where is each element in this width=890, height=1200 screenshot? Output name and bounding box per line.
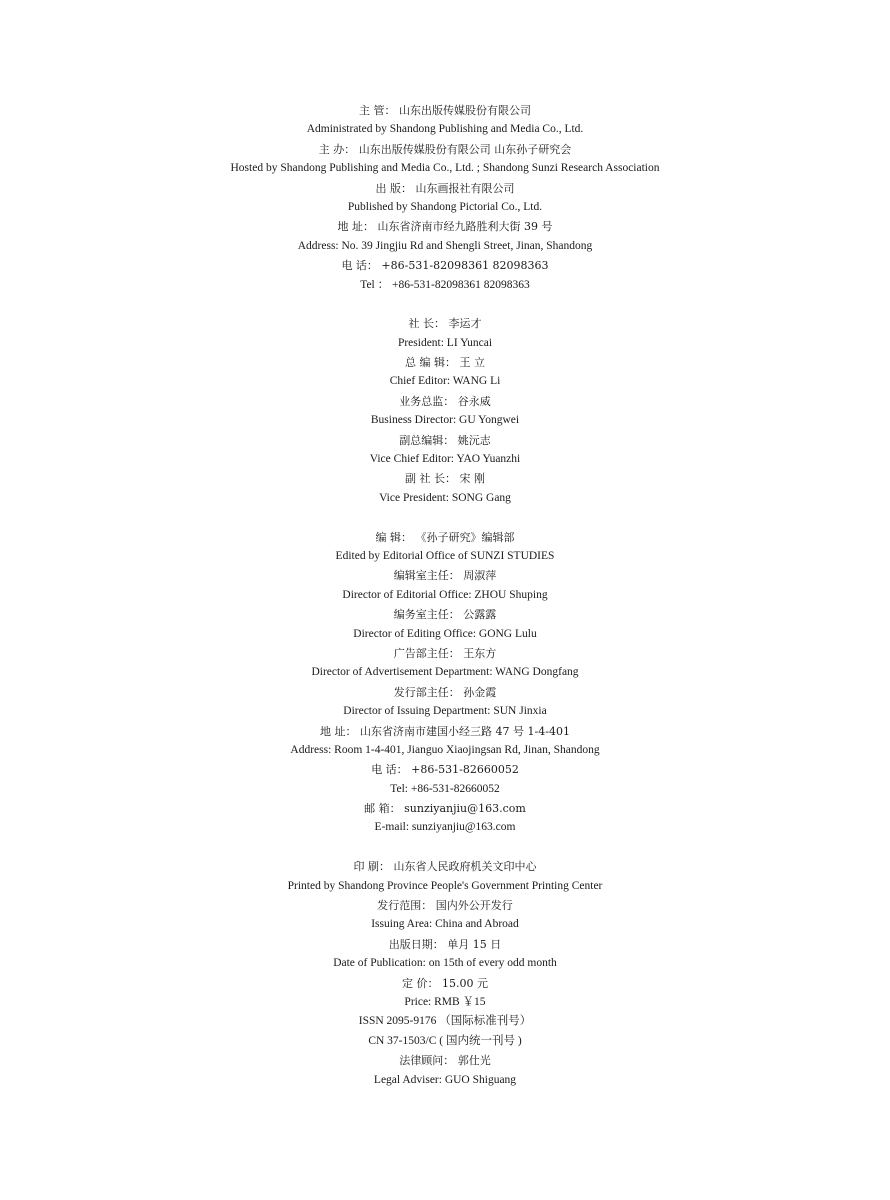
line-english: Printed by Shandong Province People's Government Printing Center	[287, 879, 603, 892]
line-english: Director of Advertisement Department: WANG Dongfang	[311, 666, 579, 679]
line-chinese: 业务总监： 谷永威	[399, 394, 491, 408]
line-chinese: 副 社 长： 宋 刚	[405, 472, 485, 486]
line-chinese: 定 价： 15.00 元	[402, 976, 488, 990]
line-chinese: 印 刷： 山东省人民政府机关文印中心	[353, 860, 537, 874]
line-chinese: 编辑室主任： 周淑萍	[393, 569, 497, 583]
section-editorial	[0, 528, 890, 838]
line-english: Published by Shandong Pictorial Co., Ltd.	[347, 200, 543, 213]
line-chinese: 编 辑： 《孙子研究》编辑部	[375, 530, 515, 544]
line-english: Edited by Editorial Office of SUNZI STUDIES	[335, 549, 555, 562]
line-chinese: 法律顾问： 郭仕光	[399, 1054, 491, 1068]
section-leadership	[0, 314, 890, 508]
line-english: Address: No. 39 Jingjiu Rd and Shengli Street, Jinan, Shandong	[297, 239, 593, 252]
line-english: Business Director: GU Yongwei	[370, 414, 520, 427]
line-chinese: 编务室主任： 公露露	[393, 608, 497, 622]
line-english: Issuing Area: China and Abroad	[371, 918, 519, 931]
line-chinese: 电 话： +86-531-82660052	[371, 763, 519, 777]
line-english: Hosted by Shandong Publishing and Media Co., Ltd. ; Shandong Sunzi Research Association	[230, 162, 660, 175]
line-english: Chief Editor: WANG Li	[389, 375, 501, 388]
line-english: Administrated by Shandong Publishing and Media Co., Ltd.	[306, 123, 584, 136]
line-english: CN 37-1503/C ( 国内统一刊号 )	[368, 1034, 522, 1047]
line-chinese: 发行范围： 国内外公开发行	[377, 899, 513, 913]
line-chinese: 副总编辑： 姚沅志	[399, 433, 491, 447]
line-english: Tel ： +86-531-82098361 82098363	[360, 278, 530, 291]
line-chinese: 电 话： +86-531-82098361 82098363	[341, 259, 549, 273]
section-spacer	[0, 508, 890, 527]
line-english: Director of Editorial Office: ZHOU Shuping	[342, 588, 548, 601]
line-english: Tel: +86-531-82660052	[390, 782, 500, 795]
line-chinese: 出 版： 山东画报社有限公司	[375, 181, 515, 195]
line-english: Vice Chief Editor: YAO Yuanzhi	[369, 453, 521, 466]
line-chinese: 主 管： 山东出版传媒股份有限公司	[359, 104, 531, 117]
section-spacer	[0, 295, 890, 314]
line-english: Date of Publication: on 15th of every odd month	[333, 957, 557, 970]
line-chinese: 总 编 辑： 王 立	[405, 356, 485, 370]
line-chinese: 广告部主任： 王东方	[393, 646, 497, 660]
line-english: President: LI Yuncai	[397, 336, 493, 349]
line-english: Price: RMB ￥15	[404, 995, 486, 1008]
line-english: Vice President: SONG Gang	[379, 491, 511, 504]
line-english: ISSN 2095-9176 （国际标准刊号）	[358, 1015, 532, 1028]
section-spacer	[0, 838, 890, 857]
line-chinese: 出版日期： 单月 15 日	[388, 937, 502, 951]
line-english: Director of Issuing Department: SUN Jinxia	[343, 705, 547, 718]
colophon-page	[0, 101, 890, 1090]
line-chinese: 社 长： 李运才	[408, 317, 482, 331]
section-publisher	[0, 101, 890, 295]
line-chinese: 邮 箱： sunziyanjiu@163.com	[364, 802, 526, 816]
line-english: Legal Adviser: GUO Shiguang	[373, 1073, 517, 1086]
line-chinese: 主 办： 山东出版传媒股份有限公司 山东孙子研究会	[318, 142, 572, 156]
line-chinese: 地 址： 山东省济南市经九路胜利大街 39 号	[337, 220, 553, 234]
line-chinese: 发行部主任： 孙金霞	[393, 685, 497, 699]
line-english: E-mail: sunziyanjiu@163.com	[374, 821, 516, 834]
line-english: Address: Room 1-4-401, Jianguo Xiaojingsan Rd, Jinan, Shandong	[290, 743, 600, 756]
section-printing	[0, 857, 890, 1090]
line-english: Director of Editing Office: GONG Lulu	[353, 627, 537, 640]
line-chinese: 地 址： 山东省济南市建国小经三路 47 号 1-4-401	[320, 724, 570, 738]
